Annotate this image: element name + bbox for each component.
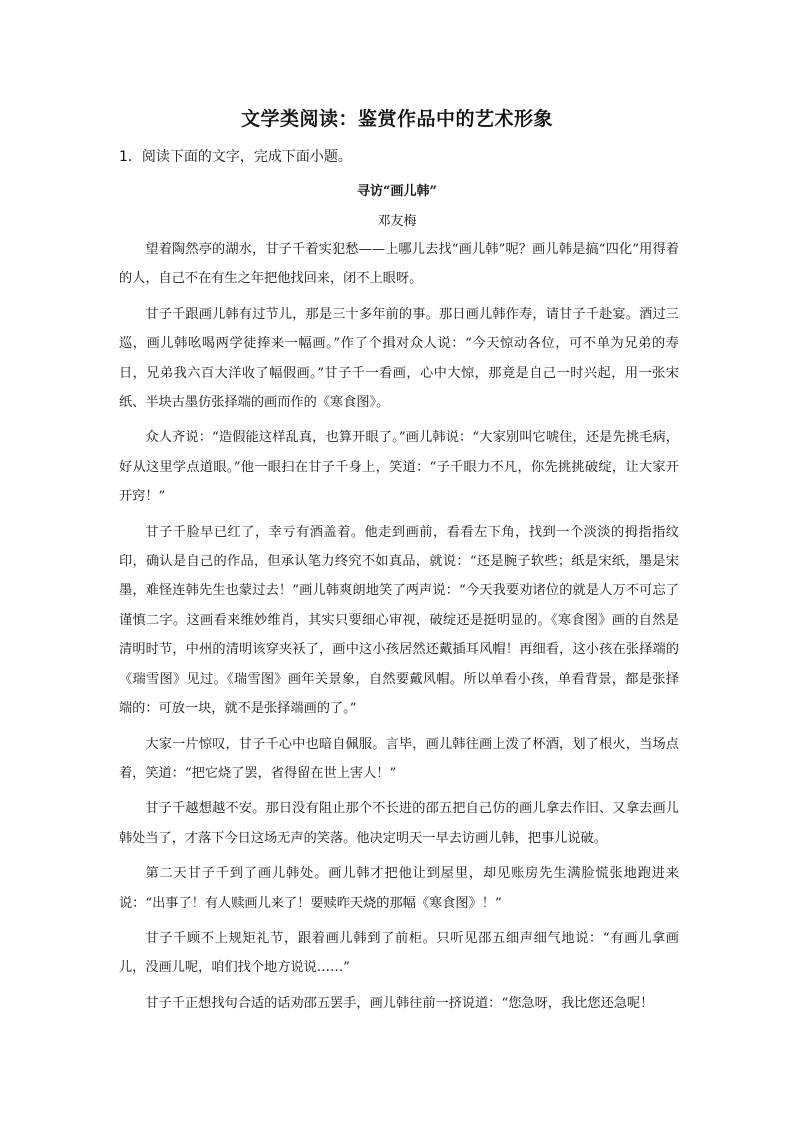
paragraph: 第二天甘子千到了画儿韩处。画儿韩才把他让到屋里，却见账房先生满脸慌张地跑进来说：“出事了！有人赎画儿来了！要赎昨天烧的那幅《寒食图》！”: [119, 866, 679, 911]
story-author: 邓友梅: [377, 214, 417, 229]
paragraph: 甘子千越想越不安。那日没有阻止那个不长进的邵五把自己仿的画儿拿去作旧、又拿去画儿韩处当了，才落下今日这场无声的笑落。他决定明天一早去访画儿韩，把事儿说破。: [119, 801, 679, 846]
story-title: 寻访“画儿韩”: [357, 184, 437, 199]
paragraph: 大家一片惊叹，甘子千心中也暗自佩服。言毕，画儿韩往画上泼了杯酒，划了根火，当场点着，笑道：“把它烧了罢，省得留在世上害人！”: [119, 736, 679, 781]
page-title: 文学类阅读：鉴赏作品中的艺术形象: [240, 108, 553, 130]
paragraph: 甘子千跟画儿韩有过节儿，那是三十多年前的事。那日画儿韩作寿，请甘子千赴宴。酒过三巡，画儿韩吆喝两学徒捧来一幅画。”作了个揖对众人说：“今天惊动各位，可不单为兄弟的寿日，兄弟我六百大洋收了幅假画。”甘子千一看画，心中大惊，那竟是自己一时兴起，用一张宋纸、半块古墨仿张择端的画而作的《寒食图》。: [119, 306, 679, 411]
paragraph: 望着陶然亭的湖水，甘子千着实犯愁——上哪儿去找“画儿韩”呢？画儿韩是搞“四化”用得着的人，自己不在有生之年把他找回来，闭不上眼呀。: [119, 242, 679, 287]
paragraph: 甘子千脸早已红了，幸亏有酒盖着。他走到画前，看看左下角，找到一个淡淡的拇指指纹印，确认是自己的作品，但承认笔力终究不如真品，就说：“还是腕子软些；纸是宋纸，墨是宋墨，难怪连韩先生也蒙过去！”画儿韩爽朗地笑了两声说：“今天我要劝诸位的就是人万不可忘了谨慎二字。这画看来维妙维肖，其实只要细心审视，破绽还是挺明显的。《寒食图》画的自然是清明时节，中州的清明该穿夹袄了，画中这小孩居然还戴插耳风帽！再细看，这小孩在张择端的《瑞雪图》见过。《瑞雪图》画年关景象，自然要戴风帽。所以单看小孩，单看背景，都是张择端的：可放一块，就不是张择端画的了。”: [119, 524, 679, 717]
question-prompt: 1．阅读下面的文字，完成下面小题。: [119, 149, 352, 165]
paragraph: 甘子千正想找句合适的话劝邵五罢手，画儿韩往前一挤说道：“您急呀，我比您还急呢！: [145, 995, 654, 1011]
paragraph: 众人齐说：“造假能这样乱真，也算开眼了。”画儿韩说：“大家别叫它唬住，还是先挑毛病，好从这里学点道眼。”他一眼扫在甘子千身上，笑道：“子千眼力不凡，你先挑挑破绽，让大家开开窍！”: [119, 430, 679, 505]
story-body: [119, 235, 679, 1024]
paragraph: 甘子千顾不上规矩礼节，跟着画儿韩到了前柜。只听见邵五细声细气地说：“有画儿拿画儿，没画儿呢，咱们找个地方说说……”: [119, 930, 679, 976]
